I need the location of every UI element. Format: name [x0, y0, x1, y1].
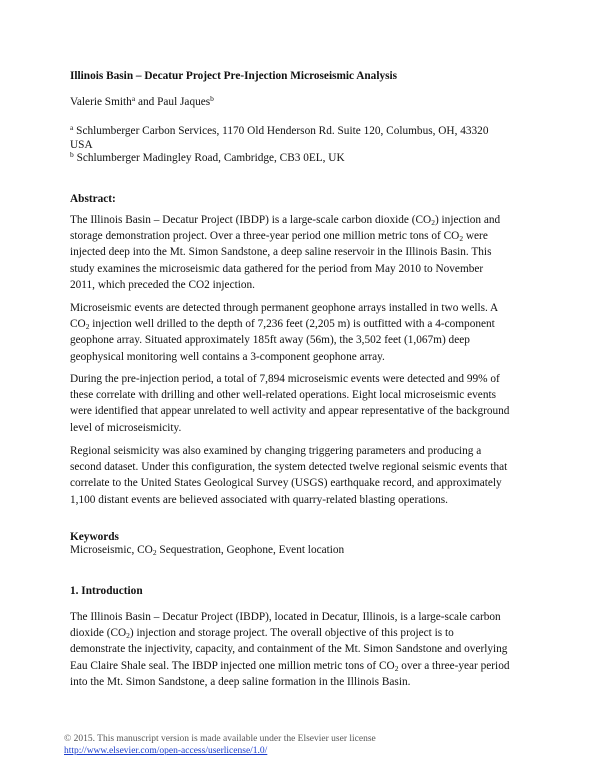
keywords-list: Microseismic, $CO_2$ Sequestration, Geophone, Event location	[70, 544, 345, 557]
text-line: During the pre-injection period, a total of 7,894 microseismic events were detected and 99% of	[70, 373, 500, 385]
keywords-heading: Keywords	[70, 531, 119, 543]
text-line: dioxide $(CO_2)$ injection and storage project. The overall objective of this project is to	[70, 627, 454, 641]
affiliation-a	[70, 125, 488, 152]
text-line: correlate to the United States Geological Survey (USGS) earthquake record, and approximately	[70, 477, 502, 490]
affiliation-text: USA	[70, 138, 93, 151]
text-line: geophone array. Situated approximately 185ft away (56m), the 3,502 feet (1,067m) deep	[70, 334, 470, 347]
text-line: into the Mt. Simon Sandstone, a deep saline formation in the Illinois Basin.	[70, 675, 411, 688]
text-line: demonstrate the injectivity, capacity, and containment of the Mt. Simon Sandstone and overlying	[70, 643, 508, 656]
text-line: Microseismic events are detected through permanent geophone arrays installed in two wells. A	[70, 302, 499, 314]
text-line: Regional seismicity was also examined by changing triggering parameters and producing a	[70, 445, 482, 457]
paper-title: Illinois Basin – Decatur Project Pre-Injection Microseismic Analysis	[70, 70, 398, 82]
section-heading-introduction: 1. Introduction	[70, 585, 143, 597]
text-line: these correlate with drilling and other well-related operations. Eight local microseismic events	[70, 389, 496, 402]
copyright-notice: © 2015. This manuscript version is made available under the Elsevier user license	[64, 734, 376, 744]
text-line: study examines the microseismic data gathered for the period from May 2010 to November	[70, 262, 484, 275]
license-link[interactable]: http://www.elsevier.com/open-access/userlicense/1.0/	[64, 746, 268, 756]
text-line: geophysical monitoring well contains a 3-component geophone array.	[70, 350, 385, 363]
abstract-paragraph-4	[70, 443, 540, 508]
abstract-heading: Abstract:	[70, 193, 116, 205]
text-line: 2011, which preceded the CO2 injection.	[70, 278, 255, 291]
author-affiliation-marker: b	[210, 94, 214, 103]
introduction-paragraph	[70, 609, 540, 690]
text-line: Eau Claire Shale seal. The IBDP injected one million metric tons of $CO_2$ over a three-year period	[70, 659, 510, 673]
text-line: The Illinois Basin – Decatur Project (IBDP) is a large-scale carbon dioxide $(CO_2)$ injection and	[70, 214, 501, 227]
text-line: 1,100 distant events are believed associated with quarry-related blasting operations.	[70, 493, 449, 506]
text-line: were identified that appear unrelated to well activity and appear representative of the background	[70, 405, 510, 418]
affiliation-text: Schlumberger Carbon Services, 1170 Old Henderson Rd. Suite 120, Columbus, OH, 43320	[73, 125, 489, 137]
author-list	[70, 96, 214, 108]
affiliation-marker: b	[70, 150, 74, 159]
text-line: level of microseismicity.	[70, 421, 182, 434]
text-line: The Illinois Basin – Decatur Project (IBDP), located in Decatur, Illinois, is a large-scale carbon	[70, 611, 501, 623]
author-affiliation-marker: a	[131, 94, 136, 103]
abstract-paragraph-1	[70, 212, 540, 293]
author-conjunction: and	[135, 96, 158, 108]
affiliation-text: Schlumberger Madingley Road, Cambridge, CB3 0EL, UK	[73, 152, 345, 164]
abstract-paragraph-3	[70, 371, 540, 436]
text-line: $CO_2$ injection well drilled to the depth of 7,236 feet (2,205 m) is outfitted with a 4-component	[70, 318, 495, 332]
affiliation-b	[70, 152, 345, 166]
text-line: second dataset. Under this configuration, the system detected twelve regional seismic events that	[70, 461, 508, 474]
affiliation-marker: a	[70, 123, 74, 132]
text-line: injected deep into the Mt. Simon Sandstone, a deep saline reservoir in the Illinois Basin. This	[70, 246, 492, 259]
text-line: storage demonstration project. Over a three-year period one million metric tons of $CO_2$ were	[70, 230, 488, 244]
author-name: Valerie Smith	[70, 96, 132, 108]
abstract-paragraph-2	[70, 300, 540, 365]
author-name: Paul Jaques	[157, 96, 211, 108]
